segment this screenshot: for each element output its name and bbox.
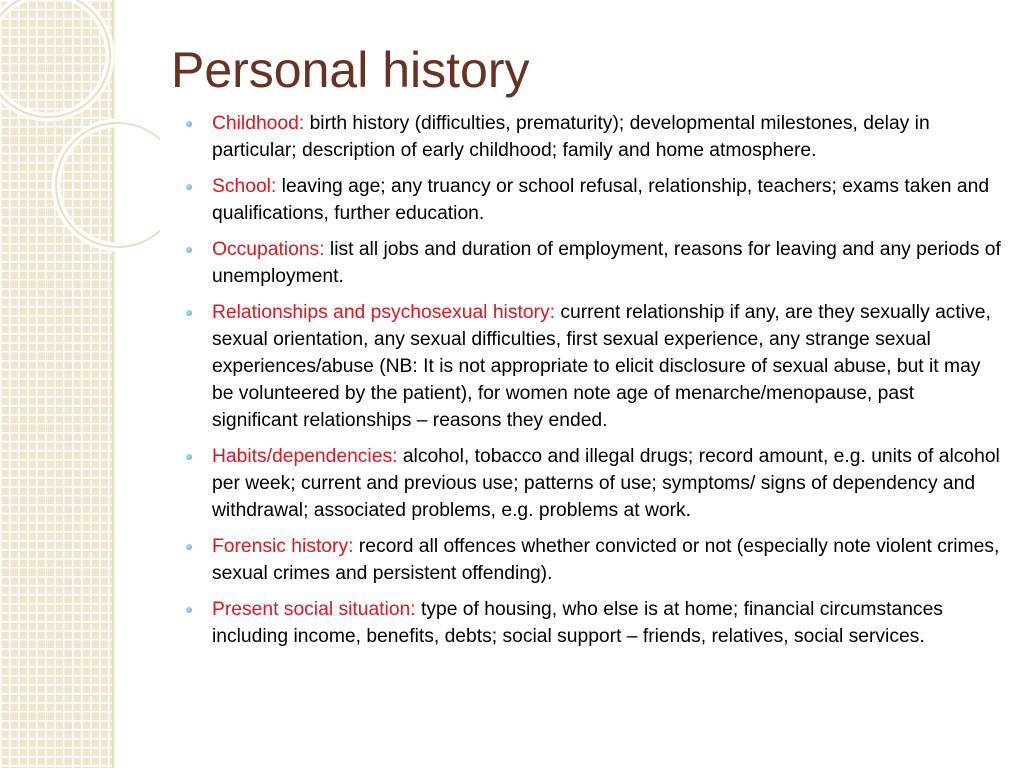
bullet-dot-icon	[186, 184, 192, 190]
bullet-text: alcohol, tobacco and illegal drugs; record amount, e.g. units of alcohol per week; current and previous use; patterns of use; symptoms/ signs of dependency and withdrawal; associated problems, e.g. problems at work.	[212, 446, 1000, 521]
bullet-dot-icon	[186, 454, 192, 460]
slide-title: Personal history	[171, 42, 530, 98]
bullet-item-social-situation	[186, 596, 1001, 650]
bullet-label: Present social situation:	[212, 599, 416, 620]
bullet-text: type of housing, who else is at home; financial circumstances including income, benefits, debts; social support – friends, relatives, social services.	[212, 599, 943, 647]
bullet-item-school	[186, 173, 1001, 227]
bullet-dot-icon	[186, 121, 192, 127]
side-strip-edge	[112, 0, 115, 768]
bullet-item-forensic	[186, 533, 1001, 587]
bullet-text: current relationship if any, are they sexually active, sexual orientation, any sexual difficulties, first sexual experience, any strange sexual experiences/abuse (NB: It is not appropriate to elicit disclosure of sexual abuse, but it may be volunteered by the patient), for women note age of menarche/menopause, past significant relationships – reasons they ended.	[212, 302, 991, 431]
bullet-label: Forensic history:	[212, 536, 354, 557]
bullet-text: list all jobs and duration of employment, reasons for leaving and any periods of unemployment.	[212, 239, 1001, 287]
bullet-text: leaving age; any truancy or school refusal, relationship, teachers; exams taken and qualifications, further education.	[212, 176, 990, 224]
bullet-label: Childhood:	[212, 113, 305, 134]
decorative-side-strip	[0, 0, 112, 768]
bullet-label: Habits/dependencies:	[212, 446, 398, 467]
bullet-text: record all offences whether convicted or not (especially note violent crimes, sexual crimes and persistent offending).	[212, 536, 1000, 584]
bullet-dot-icon	[186, 544, 192, 550]
bullet-label: School:	[212, 176, 277, 197]
bullet-item-habits	[186, 443, 1001, 524]
bullet-item-occupations	[186, 236, 1001, 290]
bullet-list	[186, 110, 1001, 659]
bullet-dot-icon	[186, 607, 192, 613]
bullet-item-relationships	[186, 299, 1001, 434]
bullet-dot-icon	[186, 310, 192, 316]
bullet-dot-icon	[186, 247, 192, 253]
bullet-item-childhood	[186, 110, 1001, 164]
bullet-label: Occupations:	[212, 239, 325, 260]
bullet-label: Relationships and psychosexual history:	[212, 302, 555, 323]
bullet-text: birth history (difficulties, prematurity); developmental milestones, delay in particular; description of early childhood; family and home atmosphere.	[212, 113, 930, 161]
